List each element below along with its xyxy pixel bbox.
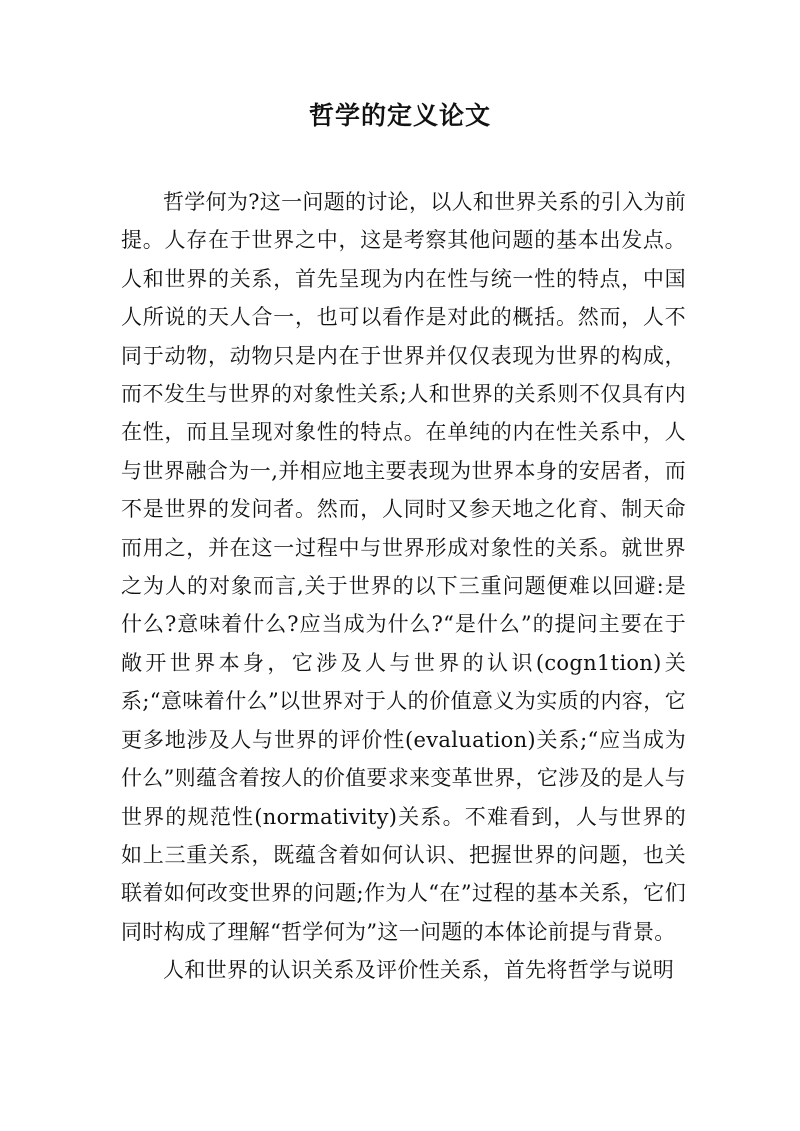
document-title: 哲学的定义论文 [308, 101, 491, 130]
paragraph-2: 人和世界的认识关系及评价性关系，首先将哲学与说明 [163, 958, 675, 983]
paragraph-1: 哲学何为?这一问题的讨论，以人和世界关系的引入为前提。人存在于世界之中，这是考察其他问题的基本出发点。人和世界的关系，首先呈现为内在性与统一性的特点，中国人所说的天人合一，也可以看作是对此的概括。然而，人不同于动物，动物只是内在于世界并仅仅表现为世界的构成，而不发生与世界的对象性关系;人和世界的关系则不仅具有内在性，而且呈现对象性的特点。在单纯的内在性关系中，人与世界融合为一,并相应地主要表现为世界本身的安居者，而不是世界的发问者。然而，人同时又参天地之化育、制天命而用之，并在这一过程中与世界形成对象性的关系。就世界之为人的对象而言,关于世界的以下三重问题便难以回避:是什么?意味着什么?应当成为什么?“是什么”的提问主要在于敞开世界本身，它涉及人与世界的认识(cogn1tion)关系;“意味着什么”以世界对于人的价值意义为实质的内容，它更多地涉及人与世界的评价性(evaluation)关系;“应当成为什么”则蕴含着按人的价值要求来变革世界，它涉及的是人与世界的规范性(normativity)关系。不难看到，人与世界的如上三重关系，既蕴含着如何认识、把握世界的问题，也关联着如何改变世界的问题;作为人“在”过程的基本关系，它们同时构成了理解“哲学何为”这一问题的本体论前提与背景。 [121, 190, 686, 944]
document-body [121, 183, 686, 990]
